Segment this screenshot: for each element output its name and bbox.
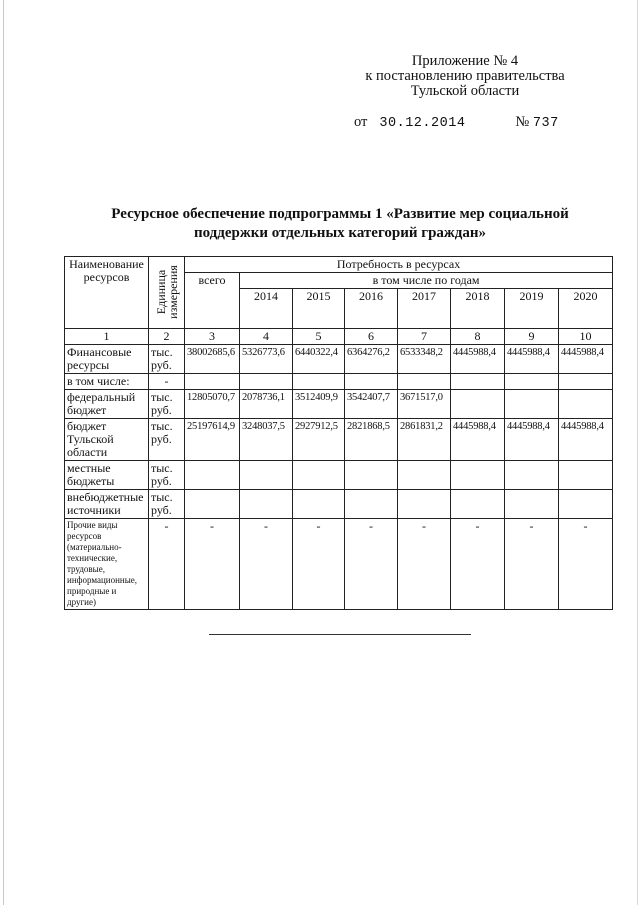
row-value: 12805070,7 bbox=[185, 390, 240, 419]
column-number: 6 bbox=[345, 329, 398, 345]
row-value: 4445988,4 bbox=[451, 345, 505, 374]
row-name: местные бюджеты bbox=[65, 461, 149, 490]
row-value bbox=[451, 374, 505, 390]
column-number: 5 bbox=[293, 329, 345, 345]
header-resource-name: Наименование ресурсов bbox=[65, 257, 149, 329]
row-value: 4445988,4 bbox=[451, 419, 505, 461]
column-number: 4 bbox=[240, 329, 293, 345]
column-number: 7 bbox=[398, 329, 451, 345]
row-value: 2821868,5 bbox=[345, 419, 398, 461]
table-row bbox=[65, 419, 613, 461]
decree-date-number bbox=[354, 114, 559, 131]
row-value bbox=[505, 461, 559, 490]
row-value bbox=[293, 461, 345, 490]
header-year: 2019 bbox=[505, 289, 559, 329]
column-number: 3 bbox=[185, 329, 240, 345]
column-number: 1 bbox=[65, 329, 149, 345]
row-unit: тыс. руб. bbox=[149, 461, 185, 490]
header-year: 2015 bbox=[293, 289, 345, 329]
row-name: внебюджетные источники bbox=[65, 490, 149, 519]
row-unit: тыс. руб. bbox=[149, 345, 185, 374]
row-value bbox=[451, 461, 505, 490]
row-value: - bbox=[240, 519, 293, 610]
header-unit-cell bbox=[149, 257, 185, 329]
row-value bbox=[451, 390, 505, 419]
page-edge-right bbox=[637, 0, 638, 905]
appendix-header bbox=[300, 54, 630, 99]
row-value bbox=[505, 390, 559, 419]
row-value: 38002685,6 bbox=[185, 345, 240, 374]
header-year: 2014 bbox=[240, 289, 293, 329]
row-unit: тыс. руб. bbox=[149, 419, 185, 461]
row-value bbox=[451, 490, 505, 519]
title-line-1: Ресурсное обеспечение подпрограммы 1 «Развитие мер социальной bbox=[111, 206, 569, 222]
row-value bbox=[505, 490, 559, 519]
row-value: 6533348,2 bbox=[398, 345, 451, 374]
row-value: - bbox=[293, 519, 345, 610]
row-value bbox=[185, 490, 240, 519]
row-value bbox=[240, 461, 293, 490]
header-year: 2020 bbox=[559, 289, 613, 329]
table-row bbox=[65, 461, 613, 490]
header-year: 2017 bbox=[398, 289, 451, 329]
row-value: - bbox=[451, 519, 505, 610]
table-row bbox=[65, 390, 613, 419]
row-value: 2078736,1 bbox=[240, 390, 293, 419]
table-row bbox=[65, 490, 613, 519]
row-unit: тыс. руб. bbox=[149, 490, 185, 519]
row-value bbox=[345, 461, 398, 490]
row-value: - bbox=[398, 519, 451, 610]
row-name: федеральный бюджет bbox=[65, 390, 149, 419]
row-value: 6440322,4 bbox=[293, 345, 345, 374]
row-value: 3248037,5 bbox=[240, 419, 293, 461]
title-line-2: поддержки отдельных категорий граждан» bbox=[193, 225, 487, 241]
row-value: 4445988,4 bbox=[505, 345, 559, 374]
column-number: 2 bbox=[149, 329, 185, 345]
header-unit: Единица измерения bbox=[153, 265, 180, 319]
resources-table bbox=[64, 256, 613, 610]
column-number: 10 bbox=[559, 329, 613, 345]
decree-number: 737 bbox=[532, 116, 559, 131]
row-value: 2861831,2 bbox=[398, 419, 451, 461]
row-value bbox=[398, 490, 451, 519]
row-name: Финансовые ресурсы bbox=[65, 345, 149, 374]
row-value bbox=[559, 374, 613, 390]
row-value bbox=[185, 461, 240, 490]
column-number: 8 bbox=[451, 329, 505, 345]
row-value: - bbox=[185, 519, 240, 610]
row-value: 3542407,7 bbox=[345, 390, 398, 419]
table-row bbox=[65, 374, 613, 390]
date-prefix: от bbox=[354, 114, 368, 130]
row-name: в том числе: bbox=[65, 374, 149, 390]
row-value: 25197614,9 bbox=[185, 419, 240, 461]
appendix-line-2: к постановлению правительства bbox=[365, 68, 565, 84]
row-value: 6364276,2 bbox=[345, 345, 398, 374]
row-value bbox=[293, 490, 345, 519]
table-row bbox=[65, 345, 613, 374]
row-value: 4445988,4 bbox=[559, 345, 613, 374]
row-value bbox=[345, 374, 398, 390]
row-name: бюджет Тульской области bbox=[65, 419, 149, 461]
header-year: 2018 bbox=[451, 289, 505, 329]
row-name: Прочие виды ресурсов (материально-технические, трудовые, информационные, природные и другие) bbox=[65, 519, 149, 610]
row-value bbox=[559, 390, 613, 419]
closing-rule bbox=[209, 634, 471, 635]
row-value: 4445988,4 bbox=[559, 419, 613, 461]
page-edge-left bbox=[3, 0, 4, 905]
row-value bbox=[505, 374, 559, 390]
row-value bbox=[398, 461, 451, 490]
row-value bbox=[240, 490, 293, 519]
row-value: - bbox=[505, 519, 559, 610]
row-value: 4445988,4 bbox=[505, 419, 559, 461]
number-prefix: № bbox=[515, 114, 530, 130]
column-number: 9 bbox=[505, 329, 559, 345]
header-year: 2016 bbox=[345, 289, 398, 329]
row-value: 3671517,0 bbox=[398, 390, 451, 419]
row-value bbox=[559, 490, 613, 519]
row-value: 3512409,9 bbox=[293, 390, 345, 419]
document-title bbox=[100, 205, 580, 243]
header-by-years: в том числе по годам bbox=[240, 273, 613, 289]
column-number-row bbox=[65, 329, 613, 345]
header-total: всего bbox=[185, 273, 240, 329]
row-unit: - bbox=[149, 374, 185, 390]
row-value bbox=[398, 374, 451, 390]
row-value bbox=[559, 461, 613, 490]
row-value bbox=[185, 374, 240, 390]
appendix-line-3: Тульской области bbox=[410, 83, 520, 99]
table-row bbox=[65, 519, 613, 610]
row-unit: - bbox=[149, 519, 185, 610]
row-value: 5326773,6 bbox=[240, 345, 293, 374]
decree-date: 30.12.2014 bbox=[379, 116, 466, 131]
row-value bbox=[345, 490, 398, 519]
row-unit: тыс. руб. bbox=[149, 390, 185, 419]
row-value: - bbox=[345, 519, 398, 610]
row-value bbox=[240, 374, 293, 390]
header-need: Потребность в ресурсах bbox=[185, 257, 613, 273]
row-value bbox=[293, 374, 345, 390]
appendix-line-1: Приложение № 4 bbox=[411, 53, 519, 69]
row-value: - bbox=[559, 519, 613, 610]
row-value: 2927912,5 bbox=[293, 419, 345, 461]
